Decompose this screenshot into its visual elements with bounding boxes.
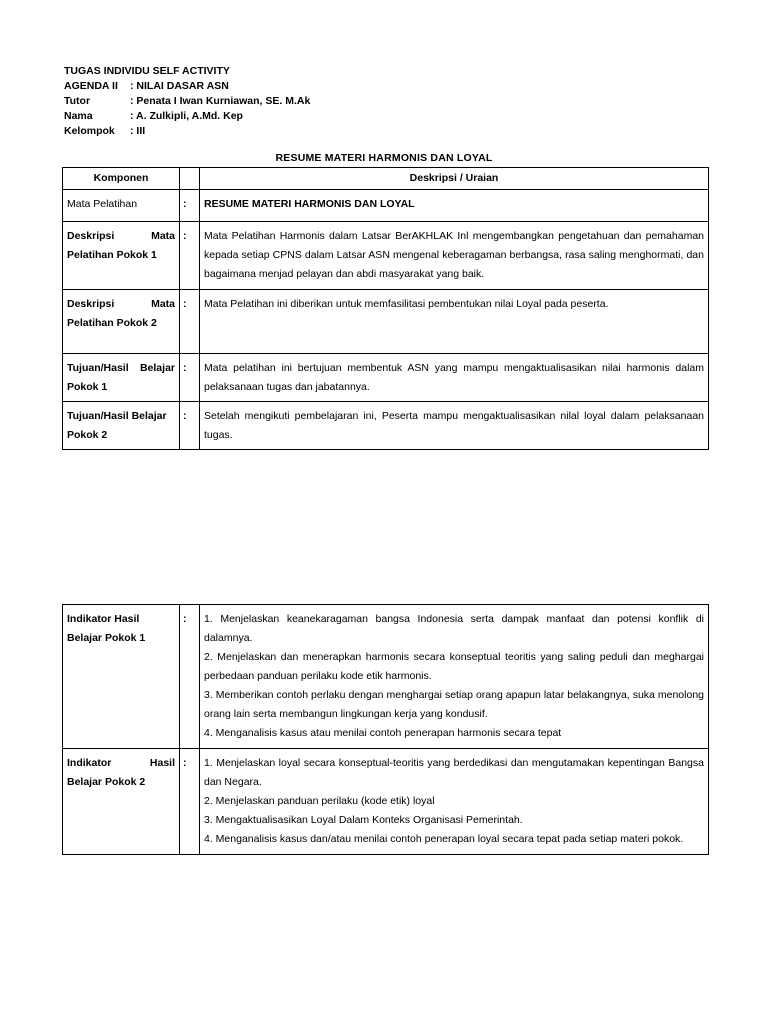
row-colon: : bbox=[180, 749, 200, 855]
column-header-blank bbox=[180, 168, 200, 190]
list-item: 1. Menjelaskan loyal secara konseptual-teoritis yang berdedikasi dan mengutamakan kepentingan Bangsa dan Negara. bbox=[204, 757, 704, 788]
header-value: : Penata I Iwan Kurniawan, SE. M.Ak bbox=[130, 95, 311, 107]
header-row-tutor bbox=[64, 94, 310, 109]
summary-table bbox=[62, 167, 709, 450]
list-item: 2. Menjelaskan dan menerapkan harmonis secara konseptual teoritis yang saling peduli dan meghargai perbedaan panduan perilaku kode etik harmonis. bbox=[204, 651, 704, 682]
indicator-list bbox=[204, 610, 704, 743]
header-key: AGENDA II bbox=[64, 80, 118, 92]
indicator-list bbox=[204, 754, 704, 849]
header-row-nama bbox=[64, 109, 310, 124]
row-description: Mata pelatihan ini bertujuan membentuk ASN yang mampu mengaktualisasikan nilai harmonis dalam pelaksanaan tugas dan jabatannya. bbox=[200, 354, 709, 402]
row-description bbox=[200, 605, 709, 749]
table-row bbox=[63, 749, 709, 855]
document-header bbox=[64, 64, 310, 139]
row-label: Deskripsi Mata Pelatihan Pokok 2 bbox=[63, 290, 180, 354]
header-row-agenda bbox=[64, 79, 310, 94]
row-description: Setelah mengikuti pembelajaran ini, Peserta mampu mengaktualisasikan nilal loyal dalam pelaksanaan tugas. bbox=[200, 402, 709, 450]
row-label: Indikator Hasil Belajar Pokok 2 bbox=[63, 749, 180, 855]
table-header-row bbox=[63, 168, 709, 190]
table-row bbox=[63, 354, 709, 402]
list-item: 2. Menjelaskan panduan perilaku (kode etik) loyal bbox=[204, 795, 435, 807]
indicator-table bbox=[62, 604, 709, 855]
table-row bbox=[63, 605, 709, 749]
list-item: 4. Menganalisis kasus atau menilai contoh penerapan harmonis secara tepat bbox=[204, 727, 562, 739]
table-row bbox=[63, 222, 709, 290]
row-colon: : bbox=[180, 605, 200, 749]
row-description: Mata Pelatihan ini diberikan untuk memfasilitasi pembentukan nilai Loyal pada peserta. bbox=[200, 290, 709, 354]
row-colon: : bbox=[180, 402, 200, 450]
row-colon: : bbox=[180, 190, 200, 222]
header-value: : III bbox=[130, 125, 146, 137]
header-value: : NILAI DASAR ASN bbox=[130, 80, 229, 92]
list-item: 1. Menjelaskan keanekaragaman bangsa Indonesia serta dampak manfaat dan potensi konflik di dalamnya. bbox=[204, 613, 704, 644]
list-item: 4. Menganalisis kasus dan/atau menilai contoh penerapan loyal secara tepat pada setiap materi pokok. bbox=[204, 833, 684, 845]
row-colon: : bbox=[180, 222, 200, 290]
row-description: Mata Pelatihan Harmonis dalam Latsar BerAKHLAK Inl mengembangkan pengetahuan dan pemahaman kepada setiap CPNS dalam Latsar ASN mengenal keberagaman berbangsa, rasa saling menghormati, dan bagaimana menjad pelayan dan abdi masyarakat yang baik. bbox=[200, 222, 709, 290]
header-value: : A. Zulkipli, A.Md. Kep bbox=[130, 110, 243, 122]
column-header-komponen: Komponen bbox=[63, 168, 180, 190]
list-item: 3. Mengaktualisasikan Loyal Dalam Konteks Organisasi Pemerintah. bbox=[204, 814, 523, 826]
assignment-title: TUGAS INDIVIDU SELF ACTIVITY bbox=[64, 65, 230, 77]
row-label: Deskripsi Mata Pelatihan Pokok 1 bbox=[63, 222, 180, 290]
row-description: RESUME MATERI HARMONIS DAN LOYAL bbox=[200, 190, 709, 222]
header-key: Tutor bbox=[64, 95, 91, 107]
table-row bbox=[63, 190, 709, 222]
list-item: 3. Memberikan contoh perlaku dengan menghargai setiap orang apapun latar belakangnya, suka menolong orang lain serta membangun lingkungan kerja yang kondusif. bbox=[204, 689, 704, 720]
column-header-deskripsi: Deskripsi / Uraian bbox=[200, 168, 709, 190]
row-label: Tujuan/Hasil Belajar Pokok 1 bbox=[63, 354, 180, 402]
table-row bbox=[63, 402, 709, 450]
table-row bbox=[63, 290, 709, 354]
row-label: Indikator Hasil Belajar Pokok 1 bbox=[63, 605, 180, 749]
row-colon: : bbox=[180, 290, 200, 354]
row-colon: : bbox=[180, 354, 200, 402]
document-title: RESUME MATERI HARMONIS DAN LOYAL bbox=[275, 152, 493, 164]
header-key: Nama bbox=[64, 110, 93, 122]
header-row-kelompok bbox=[64, 124, 310, 139]
header-key: Kelompok bbox=[64, 125, 115, 137]
row-label: Mata Pelatihan bbox=[63, 190, 180, 222]
row-description bbox=[200, 749, 709, 855]
row-label: Tujuan/Hasil Belajar Pokok 2 bbox=[63, 402, 180, 450]
